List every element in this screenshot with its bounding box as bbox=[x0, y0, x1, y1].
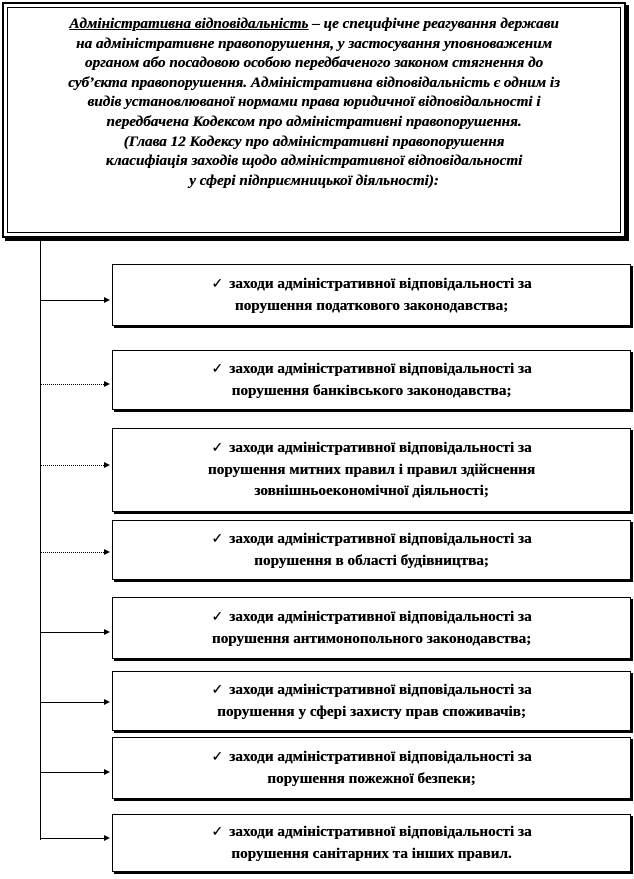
checkmark-icon: ✓ bbox=[211, 360, 224, 377]
checkmark-icon: ✓ bbox=[211, 530, 224, 547]
category-line bbox=[211, 528, 531, 550]
category-line bbox=[211, 768, 531, 789]
category-box bbox=[112, 350, 631, 410]
arrow-head-icon bbox=[104, 699, 110, 705]
category-line bbox=[211, 628, 531, 649]
category-line bbox=[211, 679, 531, 701]
category-line bbox=[211, 550, 531, 571]
category-box bbox=[112, 671, 631, 731]
category-text bbox=[211, 679, 531, 722]
category-line bbox=[211, 701, 531, 722]
category-line bbox=[211, 821, 531, 843]
checkmark-icon: ✓ bbox=[211, 608, 224, 625]
category-line-text: порушення антимонопольного законодавства; bbox=[211, 629, 532, 647]
connector-line bbox=[41, 300, 104, 301]
category-box bbox=[112, 428, 631, 512]
category-line bbox=[211, 380, 531, 401]
definition-line: видів установлюваної нормами права юридичної відповідальності і bbox=[87, 93, 541, 111]
category-line bbox=[211, 273, 531, 295]
category-line-text: порушення санітарних та інших правил. bbox=[231, 844, 512, 862]
category-box bbox=[112, 737, 631, 799]
category-line-text: заходи адміністративної відповідальності за bbox=[229, 680, 532, 698]
category-line-text: заходи адміністративної відповідальності за bbox=[229, 439, 532, 456]
category-line-text: порушення митних правил і правил здійснення bbox=[207, 461, 536, 478]
definition-line: передбачена Кодексом про адміністративні правопорушення. bbox=[106, 112, 522, 130]
arrow-head-icon bbox=[104, 462, 110, 468]
connector-line bbox=[41, 552, 104, 553]
definition-text bbox=[7, 7, 621, 233]
connector-line bbox=[41, 465, 104, 466]
category-line bbox=[211, 295, 531, 316]
definition-line: органом або посадовою особою передбаченого законом стягнення до bbox=[84, 54, 544, 72]
category-text bbox=[211, 821, 531, 864]
vertical-connector-line bbox=[40, 240, 41, 840]
category-line-text: порушення в області будівництва; bbox=[254, 551, 489, 569]
category-text bbox=[211, 273, 531, 316]
category-line bbox=[211, 843, 531, 864]
connector-line bbox=[41, 384, 104, 385]
category-text bbox=[211, 358, 531, 401]
category-line bbox=[208, 480, 535, 501]
category-line-text: заходи адміністративної відповідальності за bbox=[229, 747, 532, 765]
definition-line: суб’єкта правопорушення. Адміністративна відповідальність є одним із bbox=[68, 73, 560, 91]
category-line-text: зовнішньоекономічної діяльності; bbox=[254, 482, 489, 499]
category-box bbox=[112, 814, 631, 872]
category-line bbox=[211, 358, 531, 380]
category-box bbox=[112, 520, 631, 580]
arrow-head-icon bbox=[104, 381, 110, 387]
category-line-text: заходи адміністративної відповідальності за bbox=[229, 822, 532, 840]
category-text bbox=[208, 437, 535, 501]
category-line-text: заходи адміністративної відповідальності за bbox=[229, 274, 532, 292]
category-text bbox=[211, 746, 531, 789]
category-text bbox=[211, 606, 531, 649]
definition-box bbox=[2, 2, 626, 238]
arrow-head-icon bbox=[104, 769, 110, 775]
arrow-head-icon bbox=[104, 835, 110, 841]
connector-line bbox=[41, 838, 104, 839]
category-line-text: порушення податкового законодавства; bbox=[234, 296, 509, 314]
category-line bbox=[211, 746, 531, 768]
category-box bbox=[112, 597, 631, 659]
checkmark-icon: ✓ bbox=[211, 823, 224, 840]
category-line bbox=[211, 606, 531, 628]
definition-line: на адміністративне правопорушення, у застосування уповноваженим bbox=[76, 34, 552, 52]
checkmark-icon: ✓ bbox=[211, 681, 224, 698]
definition-line: у сфері підприємницької діяльності): bbox=[189, 171, 439, 189]
category-line bbox=[208, 459, 535, 480]
category-line-text: заходи адміністративної відповідальності за bbox=[229, 359, 532, 377]
category-box bbox=[112, 264, 631, 326]
checkmark-icon: ✓ bbox=[211, 748, 224, 765]
definition-line: – це специфічне реагування держави bbox=[308, 15, 559, 32]
checkmark-icon: ✓ bbox=[211, 275, 224, 292]
category-text bbox=[211, 528, 531, 571]
arrow-head-icon bbox=[104, 629, 110, 635]
category-line-text: порушення пожежної безпеки; bbox=[267, 769, 476, 787]
arrow-head-icon bbox=[104, 549, 110, 555]
definition-term: Адміністративна відповідальність bbox=[69, 15, 309, 32]
category-line-text: заходи адміністративної відповідальності за bbox=[229, 529, 532, 547]
arrow-head-icon bbox=[104, 297, 110, 303]
connector-line bbox=[41, 702, 104, 703]
connector-line bbox=[41, 632, 104, 633]
category-line bbox=[208, 437, 535, 459]
connector-line bbox=[41, 772, 104, 773]
category-line-text: порушення у сфері захисту прав споживачів; bbox=[217, 702, 526, 720]
category-line-text: порушення банківського законодавства; bbox=[231, 381, 512, 399]
checkmark-icon: ✓ bbox=[211, 440, 224, 456]
definition-line: (Глава 12 Кодексу про адміністративні правопорушення bbox=[123, 132, 505, 150]
category-line-text: заходи адміністративної відповідальності за bbox=[229, 607, 532, 625]
definition-line: класифіація заходів щодо адміністративної відповідальності bbox=[105, 152, 523, 170]
